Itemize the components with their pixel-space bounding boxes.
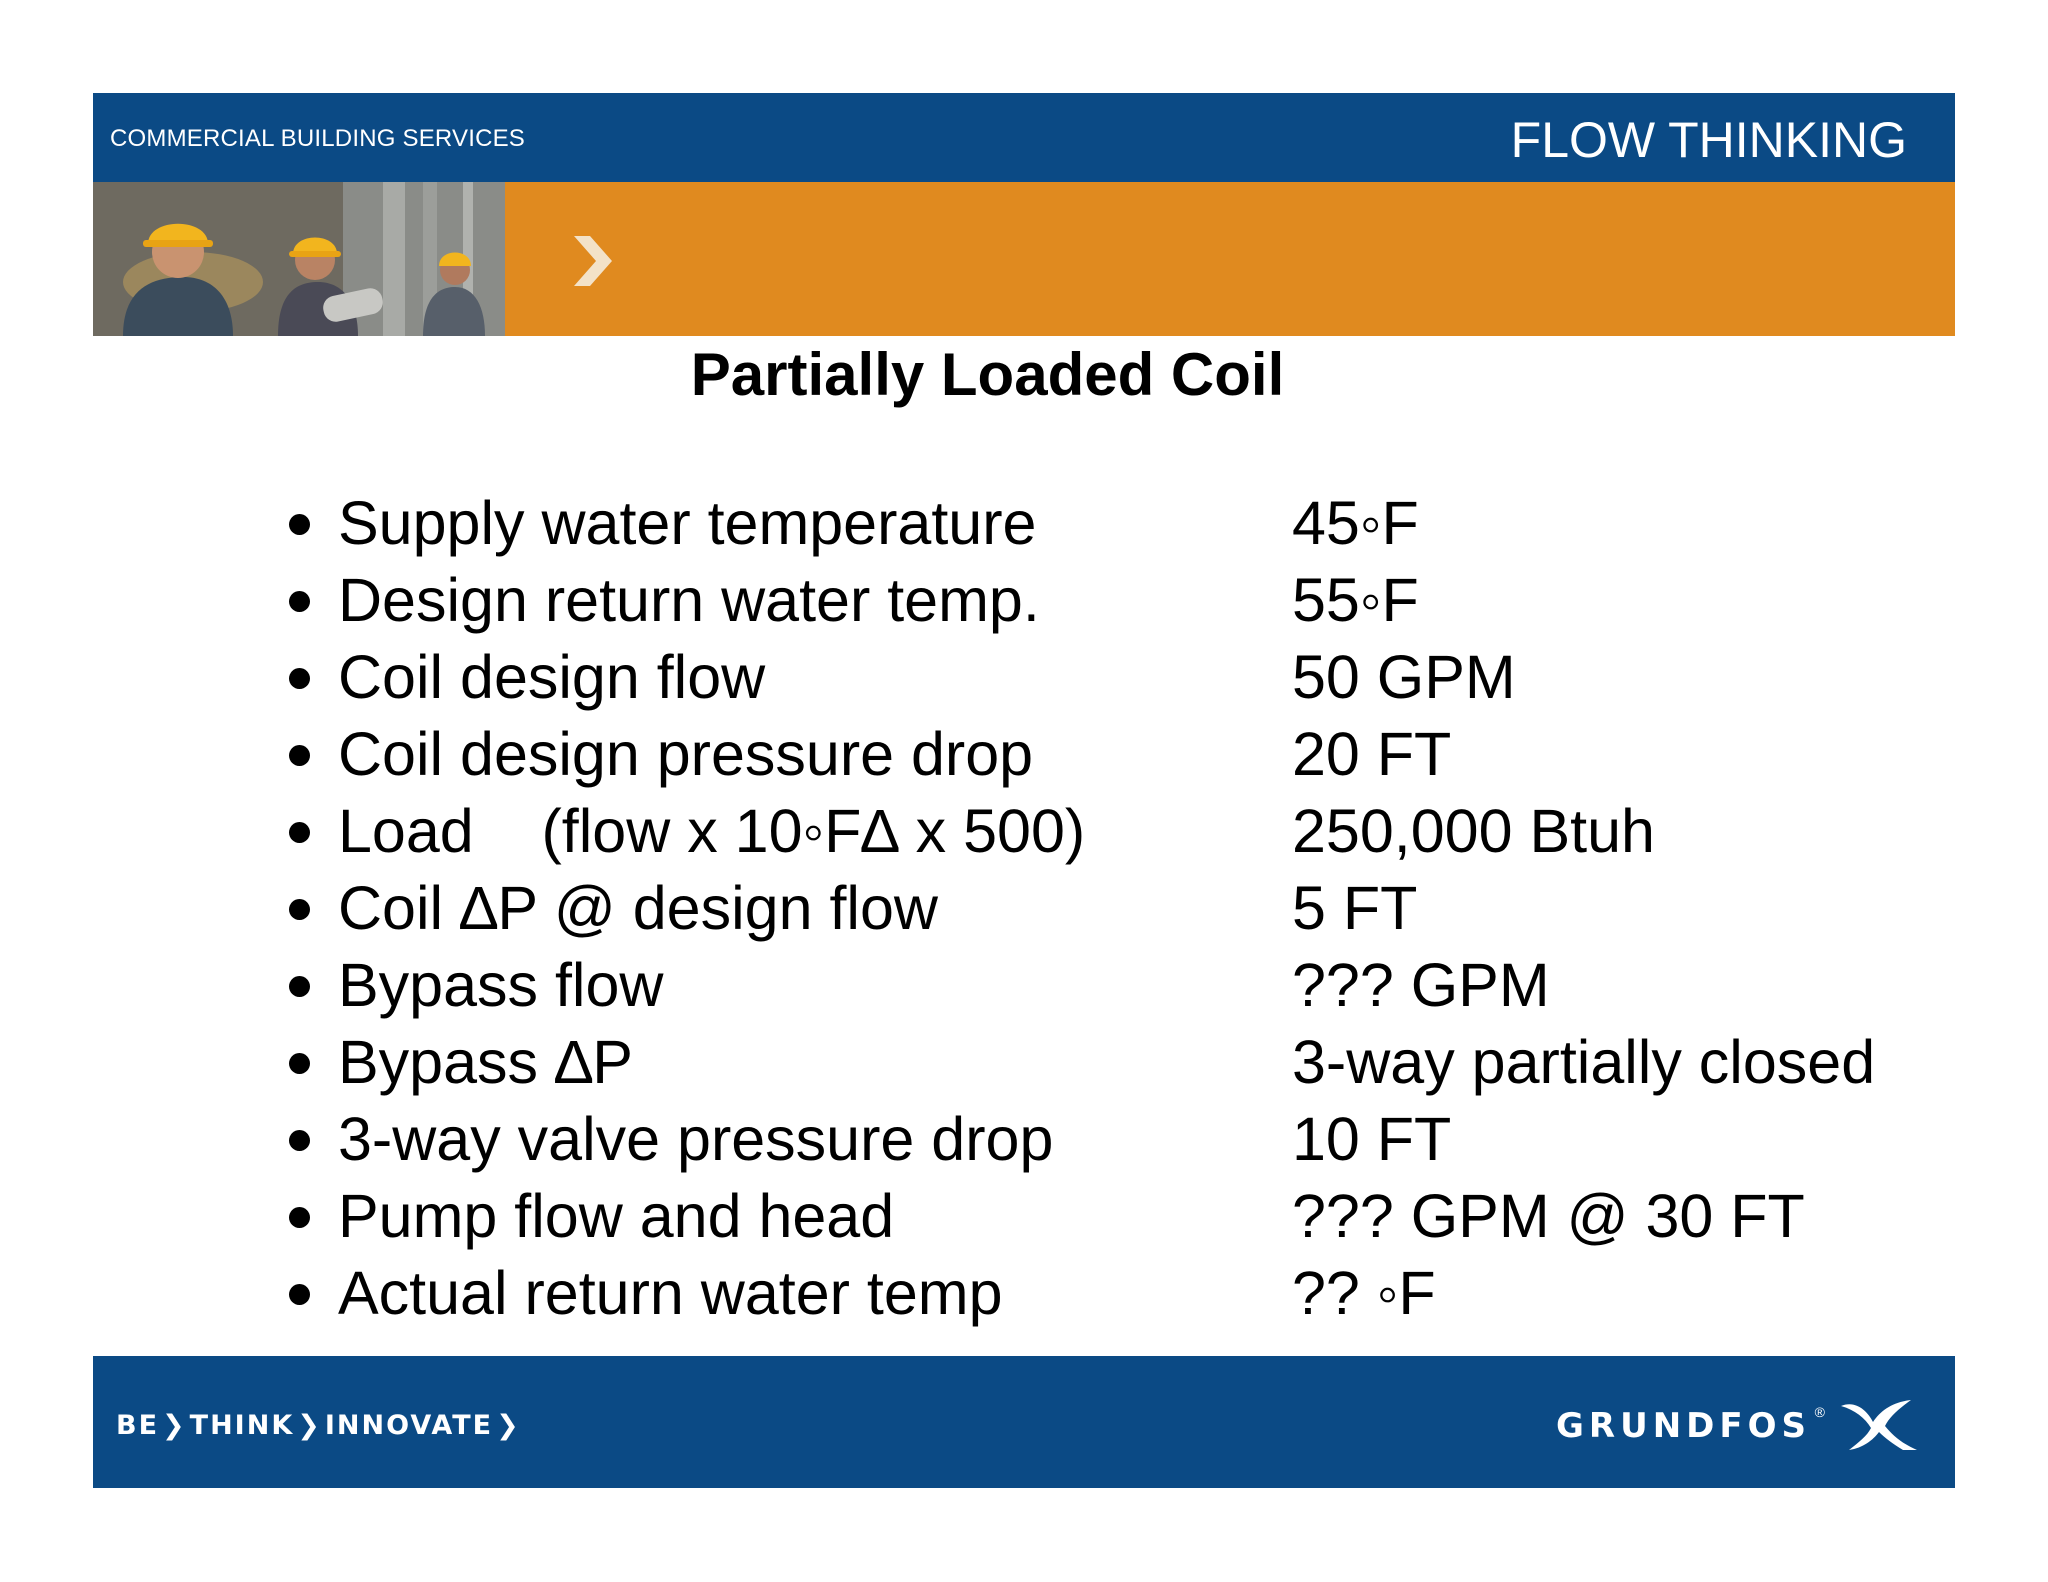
- bullet-icon: [289, 1284, 310, 1305]
- list-item: [0, 642, 2048, 712]
- chevron-right-icon: [568, 232, 618, 290]
- item-value: 55◦F: [1292, 566, 1419, 634]
- item-value: 20 FT: [1292, 720, 1452, 788]
- chevron-right-icon: ❯: [297, 1410, 322, 1441]
- bullet-icon: [289, 514, 310, 535]
- item-value: 3-way partially closed: [1292, 1028, 1876, 1096]
- item-label: Coil ∆P @ design flow: [338, 874, 938, 942]
- tagline-think: THINK: [189, 1410, 295, 1441]
- item-label: Coil design flow: [338, 643, 766, 711]
- item-label: 3-way valve pressure drop: [338, 1105, 1054, 1173]
- bullet-icon: [289, 976, 310, 997]
- item-value: 5 FT: [1292, 874, 1418, 942]
- grundfos-logo-mark: [1833, 1396, 1923, 1456]
- item-value: 45◦F: [1292, 489, 1419, 557]
- list-item: [0, 1027, 2048, 1097]
- logo-text: GRUNDFOS: [1556, 1406, 1811, 1446]
- header-bar: [93, 93, 1955, 182]
- registered-mark: ®: [1814, 1404, 1825, 1420]
- item-label: Coil design pressure drop: [338, 720, 1034, 788]
- chevron-right-icon: ❯: [162, 1410, 187, 1441]
- item-value: ??? GPM: [1292, 951, 1550, 1019]
- tagline-be: BE: [116, 1410, 160, 1441]
- tagline-innovate: INNOVATE: [324, 1410, 494, 1441]
- list-item: [0, 1104, 2048, 1174]
- item-label: Pump flow and head: [338, 1182, 895, 1250]
- slide-title: Partially Loaded Coil: [690, 341, 1285, 408]
- list-item: [0, 719, 2048, 789]
- bullet-icon: [289, 668, 310, 689]
- list-item: [0, 1258, 2048, 1328]
- item-value: ??? GPM @ 30 FT: [1292, 1182, 1805, 1250]
- item-value: 10 FT: [1292, 1105, 1452, 1173]
- list-item: [0, 1181, 2048, 1251]
- bullet-icon: [289, 1207, 310, 1228]
- item-value: 250,000 Btuh: [1292, 797, 1655, 865]
- item-label: Bypass flow: [338, 951, 664, 1019]
- bullet-icon: [289, 822, 310, 843]
- item-value: ?? ◦F: [1292, 1259, 1436, 1327]
- list-item: [0, 796, 2048, 866]
- chevron-right-icon: ❯: [496, 1410, 521, 1441]
- bullet-icon: [289, 591, 310, 612]
- list-item: [0, 565, 2048, 635]
- bullet-icon: [289, 899, 310, 920]
- item-label: Design return water temp.: [338, 566, 1040, 634]
- grundfos-logo: [1503, 1396, 1923, 1456]
- tagline: [116, 1410, 524, 1441]
- item-label: Load (flow x 10◦F∆ x 500): [338, 797, 1086, 865]
- item-label: Bypass ∆P: [338, 1028, 633, 1096]
- workers-photo: [93, 182, 505, 336]
- footer-bar: [93, 1356, 1955, 1488]
- list-item: [0, 950, 2048, 1020]
- list-item: [0, 873, 2048, 943]
- division-label: COMMERCIAL BUILDING SERVICES: [110, 125, 526, 152]
- item-value: 50 GPM: [1292, 643, 1516, 711]
- bullet-icon: [289, 1130, 310, 1151]
- bullet-icon: [289, 1053, 310, 1074]
- flow-thinking-label: FLOW THINKING: [1510, 112, 1907, 168]
- bullet-icon: [289, 745, 310, 766]
- item-label: Actual return water temp: [338, 1259, 1003, 1327]
- item-label: Supply water temperature: [338, 489, 1037, 557]
- list-item: [0, 488, 2048, 558]
